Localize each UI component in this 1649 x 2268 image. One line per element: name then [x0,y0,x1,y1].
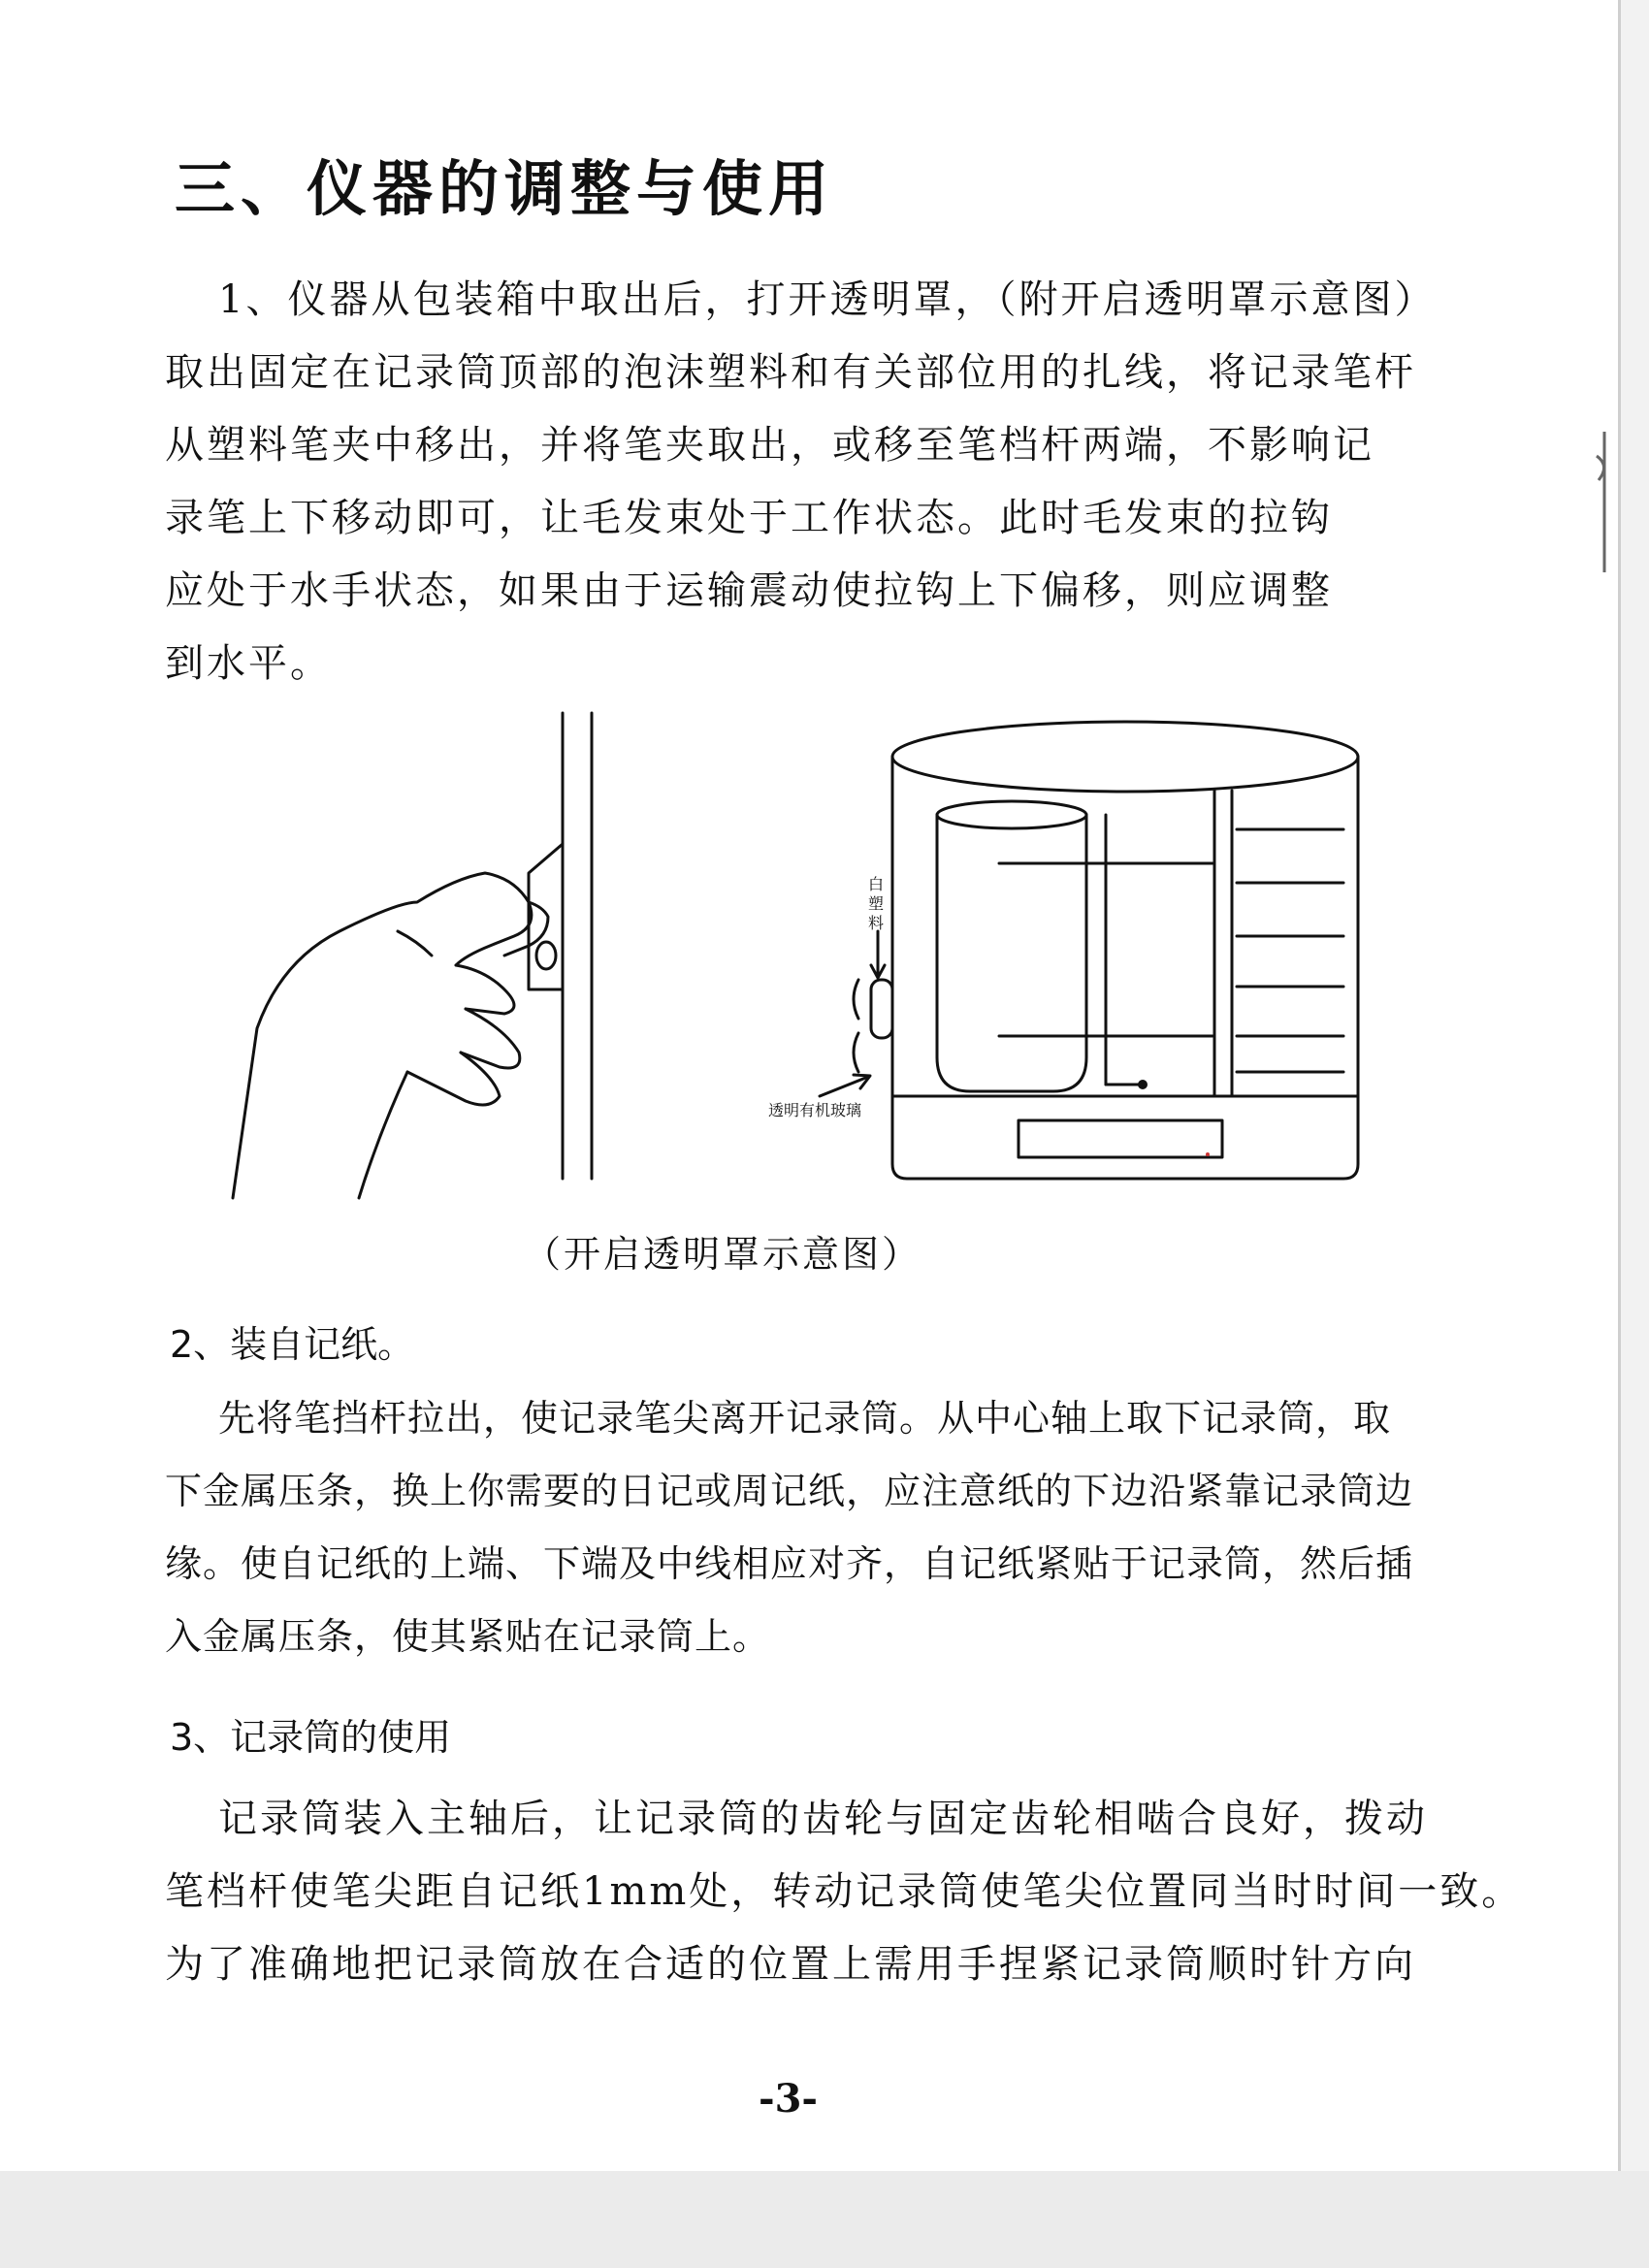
paragraph-line: 先将笔挡杆拉出，使记录笔尖离开记录筒。从中心轴上取下记录筒，取 [218,1397,1392,1440]
label-white-plastic-char: 白 [867,875,885,893]
paragraph-line: 取出固定在记录筒顶部的泡沫塑料和有关部位用的扎线，将记录笔杆 [165,350,1416,395]
section3-paragraph [165,1783,1524,2001]
section-heading: 三、仪器的调整与使用 [175,153,835,224]
page-number: -3- [759,2076,819,2122]
staple-icon [1591,427,1618,582]
paragraph-line: 入金属压条，使其紧贴在记录筒上。 [165,1615,771,1658]
section2-paragraph [165,1382,1426,1673]
paragraph-line: 笔档杆使笔尖距自记纸1mm处，转动记录筒使笔尖位置同当时时间一致。 [165,1869,1524,1914]
label-white-plastic-char: 塑 [867,894,885,913]
section3-title: 3、记录筒的使用 [170,1716,452,1759]
paragraph-line: 从塑料笔夹中移出，并将笔夹取出，或移至笔档杆两端，不影响记 [165,423,1374,468]
paragraph-line: 缘。使自记纸的上端、下端及中线相应对齐，自记纸紧贴于记录筒，然后插 [165,1542,1414,1585]
section2-title: 2、装自记纸。 [170,1323,415,1366]
instrument-cover-illustration [820,722,1358,1179]
paragraph-line: 下金属压条，换上你需要的日记或周记纸，应注意纸的下边沿紧靠记录筒边 [165,1470,1414,1512]
paragraph-line: 应处于水手状态，如果由于运输震动使拉钩上下偏移，则应调整 [165,568,1333,613]
hand-opening-cover-illustration [233,713,592,1198]
paragraph-line: 到水平。 [165,641,332,686]
paragraph-line: 为了准确地把记录筒放在合适的位置上需用手捏紧记录筒顺时针方向 [165,1942,1416,1987]
label-transparent-glass: 透明有机玻璃 [768,1101,862,1119]
figure-caption: （开启透明罩示意图） [524,1233,922,1276]
paragraph-line: 记录筒装入主轴后，让记录筒的齿轮与固定齿轮相啮合良好，拨动 [218,1797,1428,1841]
paragraph-line: 录笔上下移动即可，让毛发束处于工作状态。此时毛发束的拉钩 [165,496,1333,540]
label-white-plastic-char: 料 [867,914,885,932]
scan-bottom-margin [0,2171,1649,2268]
paragraph-line: 1、仪器从包装箱中取出后，打开透明罩，（附开启透明罩示意图） [218,277,1437,322]
